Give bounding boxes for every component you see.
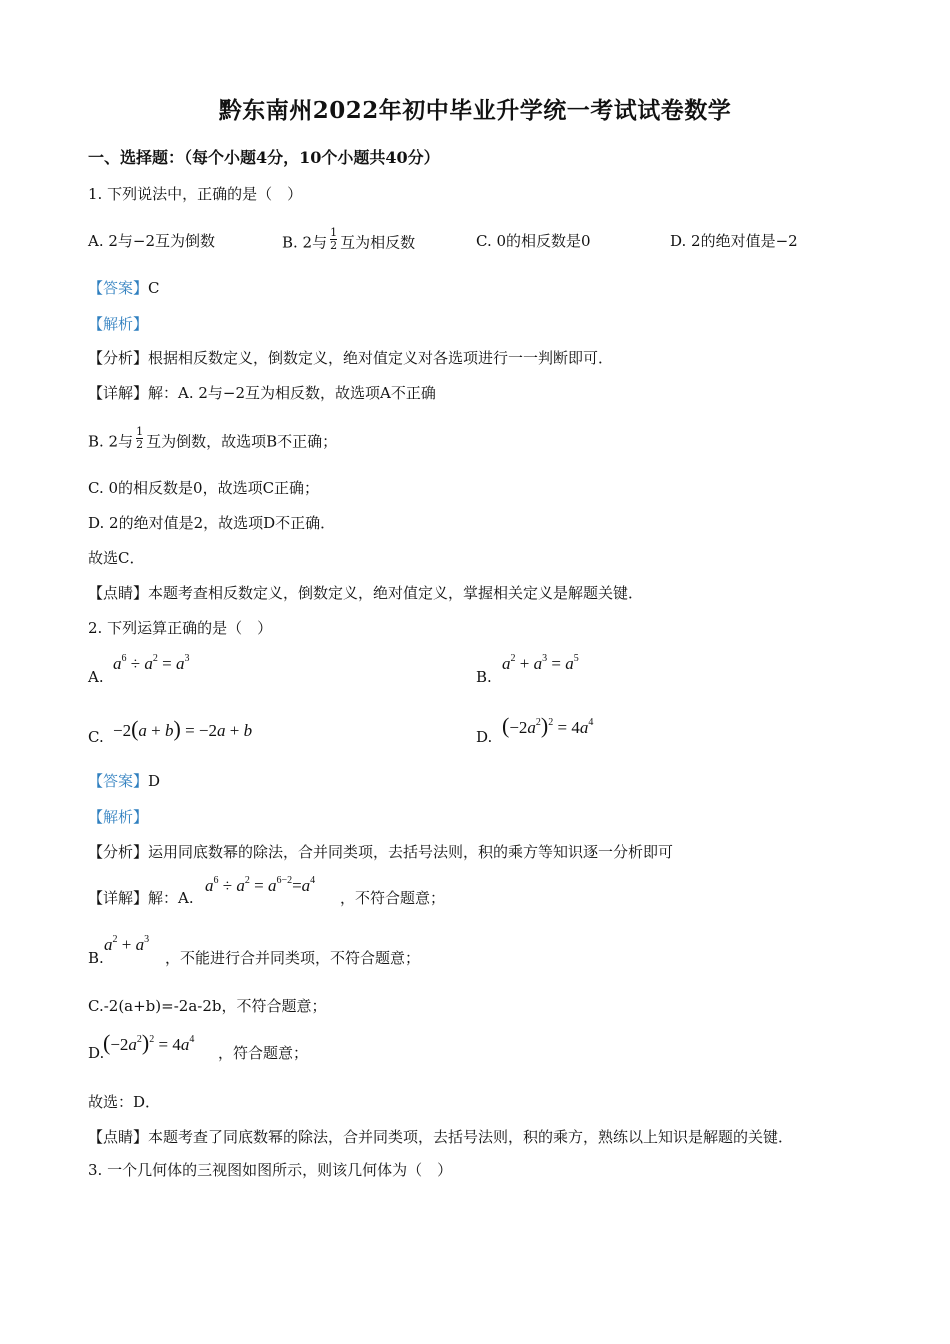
q2-option-b-formula: $a^2 + a^3 = a^5$ <box>502 653 579 673</box>
fraction: $\frac{1}{2}$ <box>330 226 338 252</box>
q3-stem: 3. 一个几何体的三视图如图所示，则该几何体为（ ） <box>88 1161 453 1179</box>
q2-detail-d-text: ，符合题意； <box>218 1044 309 1062</box>
q2-option-a-label: A. <box>88 668 104 686</box>
q1-stem: 1. 下列说法中，正确的是（ ） <box>88 185 303 203</box>
q2-detail-a-formula: $a^6 \div a^2 = a^{6-2}=a^4$ <box>205 875 316 895</box>
q2-dianjing: 【点睛】本题考查了同底数幂的除法，合并同类项，去括号法则，积的乘方，熟练以上知识是解题的关键． <box>88 1128 794 1146</box>
fraction: $\frac{1}{2}$ <box>136 425 144 451</box>
q2-option-c-label: C. <box>88 728 104 746</box>
q2-option-b-label: B. <box>476 668 492 686</box>
q1-dianjing: 【点睛】本题考查相反数定义，倒数定义，绝对值定义，掌握相关定义是解题关键． <box>88 584 644 602</box>
q2-option-a-formula: $a^6 \div a^2 = a^3$ <box>113 653 190 673</box>
q1-answer: 【答案】C <box>88 279 160 297</box>
q2-answer: 【答案】D <box>88 772 161 790</box>
q2-detail-a-text: ，不符合题意； <box>340 889 446 907</box>
q1-option-d: D. 2的绝对值是−2 <box>670 232 798 250</box>
q2-option-d-label: D. <box>476 728 493 746</box>
q1-analysis-tag: 【解析】 <box>88 315 149 333</box>
q1-detail-d: D. 2的绝对值是2，故选项D不正确． <box>88 514 336 532</box>
q2-detail-b-formula: $a^2 + a^3$ <box>104 934 150 954</box>
q1-option-b: B. 2与 $\frac{1}{2}$ 互为相反数 <box>282 226 416 252</box>
q2-detail-b-label: B. <box>88 949 104 967</box>
q1-choose: 故选C． <box>88 549 145 567</box>
q1-option-c: C. 0的相反数是0 <box>476 232 591 250</box>
q1-detail-c: C. 0的相反数是0，故选项C正确； <box>88 479 320 497</box>
q2-detail-c: C.-2(a+b)=-2a-2b，不符合题意； <box>88 997 327 1015</box>
q1-xiangjie: 【详解】解：A. 2与−2互为相反数，故选项A不正确 <box>88 384 436 402</box>
q2-detail-d-label: D. <box>88 1044 105 1062</box>
q2-choose: 故选：D． <box>88 1093 161 1111</box>
q2-detail-b-text: ，不能进行合并同类项，不符合题意； <box>165 949 421 967</box>
q2-analysis-tag: 【解析】 <box>88 808 149 826</box>
q2-detail-d-formula: $(-2a^2)^2 = 4a^4$ <box>103 1030 195 1055</box>
q2-fenxi: 【分析】运用同底数幂的除法，合并同类项，去括号法则，积的乘方等知识逐一分析即可 <box>88 843 674 861</box>
page-title: 黔东南州2022年初中毕业升学统一考试试卷数学 <box>218 97 732 124</box>
q2-option-d-formula: $(-2a^2)^2 = 4a^4$ <box>502 713 594 738</box>
q2-stem: 2. 下列运算正确的是（ ） <box>88 619 273 637</box>
q1-fenxi: 【分析】根据相反数定义，倒数定义，绝对值定义对各选项进行一一判断即可． <box>88 349 614 367</box>
q2-xiangjie: 【详解】解：A. <box>88 889 194 907</box>
q1-option-a: A. 2与−2互为倒数 <box>88 232 216 250</box>
section-heading: 一、选择题：（每个小题4分，10个小题共40分） <box>88 148 440 167</box>
q2-option-c-formula: −2(a + b) = −2a + b <box>113 716 253 741</box>
q1-detail-b: B. 2与 $\frac{1}{2}$ 互为倒数，故选项B不正确； <box>88 425 338 451</box>
